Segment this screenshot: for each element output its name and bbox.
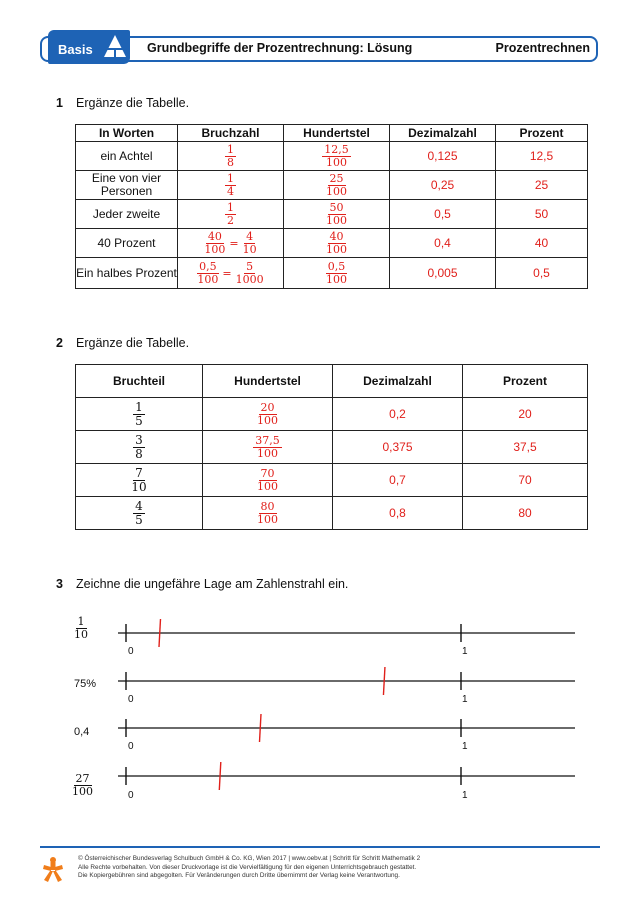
numberline-label: $\frac{27}{100}$ [72, 772, 93, 798]
fraction: $\frac{0,5}{100}$ [326, 259, 347, 286]
fraction: $\frac{1}{4}$ [227, 171, 234, 198]
fraction: $\frac{0,5}{100}$ [197, 259, 219, 286]
answer-mark [260, 714, 262, 742]
percent-cell: 12,5 [496, 142, 588, 171]
page-title: Grundbegriffe der Prozentrechnung: Lösung [147, 41, 413, 55]
task3-number: 3 [56, 577, 63, 591]
words-cell: Ein halbes Prozent [76, 258, 178, 289]
decimal-cell: 0,2 [333, 398, 463, 431]
words-cell: ein Achtel [76, 142, 178, 171]
end-label: 1 [462, 790, 468, 801]
decimal-cell: 0,4 [390, 229, 496, 258]
publisher-logo-icon [40, 854, 66, 884]
decimal-cell: 0,375 [333, 431, 463, 464]
fraction: $\frac{4}{5}$ [135, 498, 143, 527]
end-label: 1 [462, 741, 468, 752]
percent-cell: 0,5 [496, 258, 588, 289]
fraction: $\frac{1}{2}$ [227, 200, 234, 227]
words-cell: Jeder zweite [76, 200, 178, 229]
equals-sign: = [229, 236, 239, 250]
task1-number: 1 [56, 96, 63, 110]
fraction: $\frac{40}{100}$ [204, 229, 226, 256]
table-header: Prozent [463, 365, 588, 398]
table-header: Bruchzahl [178, 125, 284, 142]
fraction: $\frac{25}{100}$ [326, 171, 347, 198]
fraction: $\frac{4}{10}$ [242, 229, 257, 256]
numberline-label: 75% [74, 678, 97, 690]
table-header: Dezimalzahl [390, 125, 496, 142]
numberline-label: $\frac{1}{10}$ [74, 615, 88, 641]
subject-label: Prozentrechnen [495, 41, 590, 55]
number-line [118, 619, 575, 647]
table-header: Prozent [496, 125, 588, 142]
decimal-cell: 0,7 [333, 464, 463, 497]
fraction: $\frac{37,5}{100}$ [255, 433, 280, 460]
number-line [118, 762, 575, 790]
percent-cell: 20 [463, 398, 588, 431]
copyright-notice [78, 855, 420, 881]
start-label: 0 [128, 790, 134, 801]
number-line [118, 667, 575, 695]
fraction: $\frac{70}{100}$ [257, 466, 278, 493]
percent-cell: 80 [463, 497, 588, 530]
fraction: $\frac{5}{1000}$ [235, 259, 264, 286]
fraction: $\frac{80}{100}$ [257, 499, 278, 526]
table-header: Hundertstel [203, 365, 333, 398]
words-cell: 40 Prozent [76, 229, 178, 258]
words-cell: Eine von vier Personen [76, 171, 178, 200]
decimal-cell: 0,25 [390, 171, 496, 200]
footer-line: © Österreichischer Bundesverlag Schulbuch GmbH & Co. KG, Wien 2017 | www.oebv.at | Schritt für Schritt Mathematik 2 [78, 855, 421, 862]
table-header: In Worten [76, 125, 178, 142]
end-label: 1 [462, 646, 468, 657]
fraction: $\frac{3}{8}$ [135, 432, 143, 461]
decimal-cell: 0,125 [390, 142, 496, 171]
decimal-cell: 0,8 [333, 497, 463, 530]
start-label: 0 [128, 741, 134, 752]
decimal-cell: 0,5 [390, 200, 496, 229]
level-badge-label: Basis [58, 42, 93, 57]
fraction: $\frac{7}{10}$ [131, 465, 147, 494]
table-header: Bruchteil [76, 365, 203, 398]
percent-cell: 50 [496, 200, 588, 229]
fraction: $\frac{20}{100}$ [257, 400, 278, 427]
percent-cell: 37,5 [463, 431, 588, 464]
task2-number: 2 [56, 336, 63, 350]
task1-instruction: Ergänze die Tabelle. [76, 96, 190, 110]
percent-cell: 25 [496, 171, 588, 200]
fraction: $\frac{1}{8}$ [227, 142, 234, 169]
footer-rule [40, 846, 600, 848]
fraction: $\frac{1}{5}$ [135, 399, 143, 428]
start-label: 0 [128, 646, 134, 657]
end-label: 1 [462, 694, 468, 705]
decimal-cell: 0,005 [390, 258, 496, 289]
percent-cell: 70 [463, 464, 588, 497]
start-label: 0 [128, 694, 134, 705]
answer-mark [219, 762, 221, 790]
fraction: $\frac{40}{100}$ [326, 229, 347, 256]
footer-line: Alle Rechte vorbehalten. Von dieser Druckvorlage ist die Vervielfältigung für den eigenen Unterrichtsgebrauch gestattet. [78, 863, 417, 871]
task2-instruction: Ergänze die Tabelle. [76, 336, 190, 350]
answer-mark [383, 667, 385, 695]
fraction: $\frac{50}{100}$ [326, 200, 347, 227]
fraction: $\frac{12,5}{100}$ [324, 142, 349, 169]
table-header: Dezimalzahl [333, 365, 463, 398]
footer-line: Die Kopiergebühren sind abgegolten. Für Veränderungen durch Dritte übernimmt der Verlag keine Verantwortung. [78, 872, 400, 880]
number-line [118, 714, 575, 742]
percent-cell: 40 [496, 229, 588, 258]
task3-instruction: Zeichne die ungefähre Lage am Zahlenstrahl ein. [76, 577, 349, 591]
equals-sign: = [222, 266, 232, 280]
numberline-label: 0,4 [74, 726, 90, 738]
table-header: Hundertstel [284, 125, 390, 142]
answer-mark [159, 619, 161, 647]
